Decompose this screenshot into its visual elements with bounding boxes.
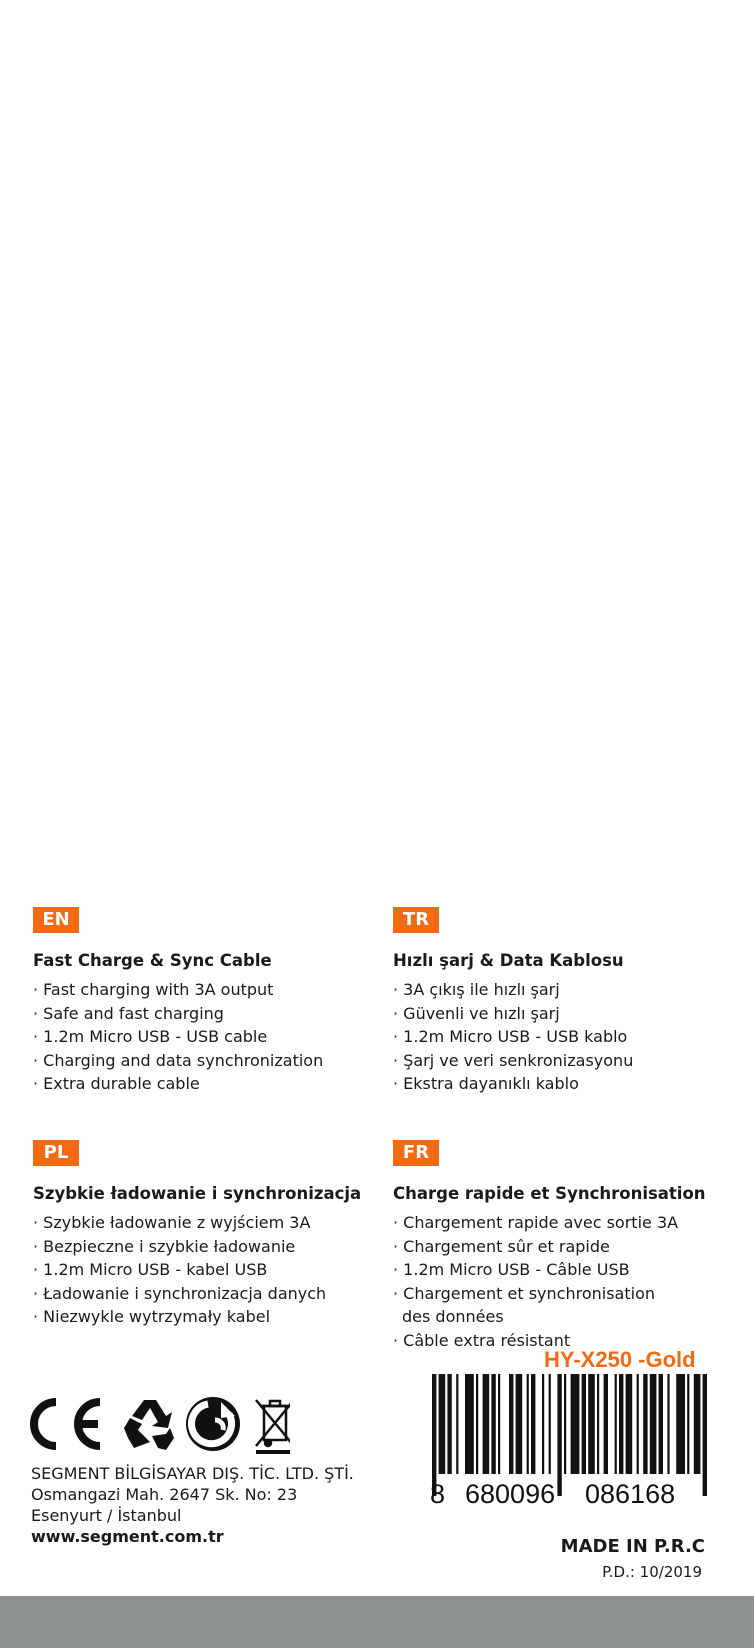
list-item: · Chargement sûr et rapide (393, 1235, 733, 1259)
list-item: · 1.2m Micro USB - USB cable (33, 1025, 373, 1049)
barcode-bar (456, 1374, 458, 1474)
list-item: · 1.2m Micro USB - Câble USB (393, 1258, 733, 1282)
list-item: · Fast charging with 3A output (33, 978, 373, 1002)
list-item: · Safe and fast charging (33, 1002, 373, 1026)
section-en (33, 907, 373, 1096)
list-item: · Charging and data synchronization (33, 1049, 373, 1073)
address-line-1: Osmangazi Mah. 2647 Sk. No: 23 (31, 1485, 298, 1504)
ce-mark-icon (34, 1402, 100, 1446)
barcode-bar (626, 1374, 633, 1474)
list-item: · Şarj ve veri senkronizasyonu (393, 1049, 733, 1073)
barcode-bar (703, 1374, 707, 1496)
list-item: · 1.2m Micro USB - USB kablo (393, 1025, 733, 1049)
barcode-bar (432, 1374, 436, 1496)
language-badge-tr: TR (393, 907, 439, 933)
barcode-bar (687, 1374, 689, 1474)
company-address (31, 1463, 354, 1547)
section-title-tr: Hızlı şarj & Data Kablosu (393, 951, 624, 970)
barcode-bar (659, 1374, 663, 1474)
address-line-2: Esenyurt / İstanbul (31, 1506, 182, 1525)
barcode-bar (564, 1374, 566, 1474)
list-item: · Câble extra résistant (393, 1329, 733, 1353)
website-link[interactable]: www.segment.com.tr (31, 1527, 224, 1546)
list-item: · Güvenli ve hızlı şarj (393, 1002, 733, 1026)
barcode-bar (571, 1374, 580, 1474)
list-item: · Ekstra dayanıklı kablo (393, 1072, 733, 1096)
made-in-label: MADE IN P.R.C (560, 1536, 705, 1557)
green-dot-icon (186, 1397, 240, 1451)
list-item: · Chargement rapide avec sortie 3A (393, 1211, 733, 1235)
certification-icons (30, 1394, 290, 1454)
language-badge-en: EN (33, 907, 79, 933)
feature-list-pl (33, 1211, 373, 1329)
list-item: · Bezpieczne i szybkie ładowanie (33, 1235, 373, 1259)
production-date: P.D.: 10/2019 (602, 1563, 702, 1581)
barcode-bar (676, 1374, 685, 1474)
list-item: · 3A çıkış ile hızlı şarj (393, 978, 733, 1002)
barcode-bar (498, 1374, 500, 1474)
barcode-bar (476, 1374, 478, 1474)
barcode-bar (531, 1374, 535, 1474)
list-item: · Niezwykle wytrzymały kabel (33, 1305, 373, 1329)
list-item: · Szybkie ładowanie z wyjściem 3A (33, 1211, 373, 1235)
barcode-bar (604, 1374, 608, 1474)
section-title-pl: Szybkie ładowanie i synchronizacja (33, 1184, 362, 1203)
list-item: · Chargement et synchronisation (393, 1282, 733, 1306)
feature-list-en (33, 978, 373, 1096)
recycle-icon (124, 1400, 174, 1450)
barcode-bar (637, 1374, 639, 1474)
list-item: · Ładowanie i synchronizacja danych (33, 1282, 373, 1306)
language-badge-pl: PL (33, 1140, 79, 1166)
barcode-bar (582, 1374, 586, 1474)
ean-barcode (428, 1374, 710, 1514)
barcode-bar (694, 1374, 701, 1474)
section-tr (393, 907, 733, 1096)
list-item: · Extra durable cable (33, 1072, 373, 1096)
list-item: · 1.2m Micro USB - kabel USB (33, 1258, 373, 1282)
product-sku: HY-X250 -Gold (544, 1347, 696, 1372)
barcode-bar (509, 1374, 513, 1474)
list-item: des données (402, 1307, 504, 1326)
barcode-bar (447, 1374, 451, 1474)
barcode-bar (667, 1374, 669, 1474)
barcode-bar (516, 1374, 523, 1474)
barcode-bar (588, 1374, 595, 1474)
section-title-fr: Charge rapide et Synchronisation (393, 1184, 706, 1203)
feature-list-fr (393, 1211, 733, 1352)
feature-list-tr (393, 978, 733, 1096)
barcode-bar (650, 1374, 657, 1474)
barcode-bar (465, 1374, 474, 1474)
barcode-bar (549, 1374, 551, 1474)
barcode-bar (619, 1374, 623, 1474)
barcode-bar (491, 1374, 495, 1474)
section-pl (33, 1140, 373, 1329)
barcode-digits-left: 680096 (465, 1479, 556, 1509)
barcode-bar (483, 1374, 490, 1474)
barcode-bar (527, 1374, 529, 1474)
language-badge-fr: FR (393, 1140, 439, 1166)
barcode-digit-first: 8 (430, 1479, 446, 1509)
barcode-bar (643, 1374, 647, 1474)
barcode-bar (542, 1374, 544, 1474)
weee-bin-icon (256, 1400, 290, 1454)
section-title-en: Fast Charge & Sync Cable (33, 951, 272, 970)
footer-bar (0, 1596, 754, 1648)
barcode-bar (615, 1374, 617, 1474)
barcode-bar (439, 1374, 446, 1474)
company-name: SEGMENT BİLGİSAYAR DIŞ. TİC. LTD. ŞTİ. (31, 1464, 354, 1483)
barcode-bar (557, 1374, 561, 1496)
barcode-bars (432, 1374, 707, 1496)
barcode-digits-right: 086168 (585, 1479, 676, 1509)
barcode-bar (597, 1374, 599, 1474)
section-fr (393, 1140, 733, 1352)
